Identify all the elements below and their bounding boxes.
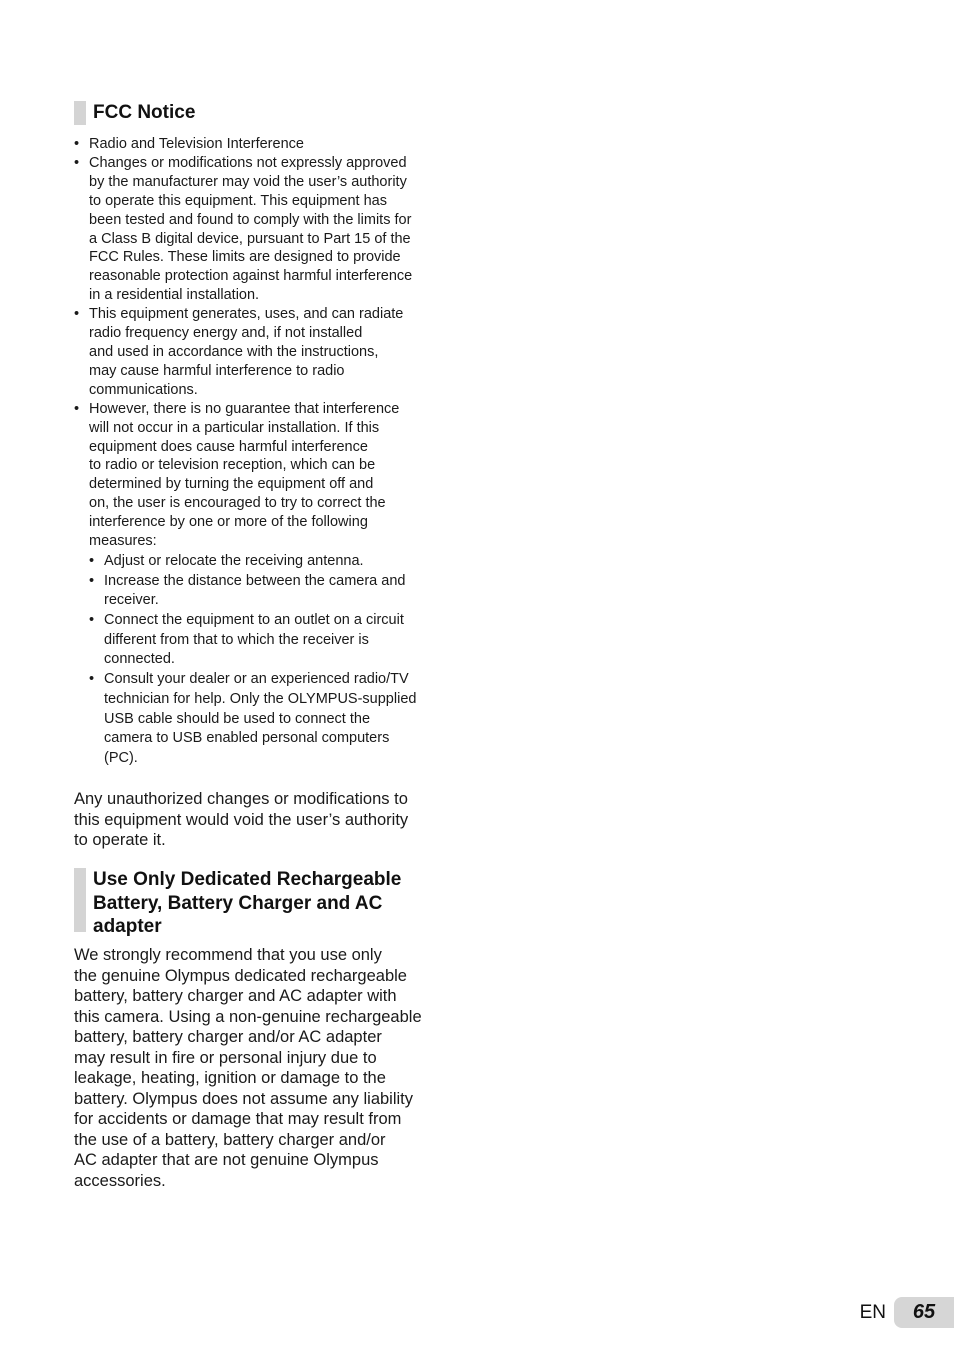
fcc-notice-heading	[74, 101, 195, 125]
page-footer	[860, 1297, 954, 1328]
fcc-measures-list	[89, 552, 454, 769]
fcc-measure-item: • Adjust or relocate the receiving antenna.	[89, 552, 454, 572]
fcc-bullet-item: • However, there is no guarantee that interference will not occur in a particular installation. If this equipment does cause harmful interference to radio or television reception, which can be determined by turning the equipment off and on, the user is encouraged to try to correct the interference by one or more of the following measures: • Adjust or relocate the receiving antenna. • Increase the distance between the camera and receiver. • Connect the equipment to an outlet on a circuit different from that to which the receiver is connected. • Consult your dealer or an experienced radio/TV technician for help. Only the OLYMPUS-supplied USB cable should be used to connect the camera to USB enabled personal computers (PC).	[74, 400, 454, 769]
battery-heading-text: Use Only Dedicated Rechargeable Battery, Battery Charger and AC adapter	[93, 869, 402, 937]
fcc-notice-heading-text: FCC Notice	[93, 102, 196, 123]
fcc-bullet-item: • This equipment generates, uses, and can radiate radio frequency energy and, if not installed and used in accordance with the instructions, may cause harmful interference to radio communications.	[74, 305, 454, 400]
language-label: EN	[859, 1301, 886, 1323]
fcc-bullet-item: • Changes or modifications not expressly approved by the manufacturer may void the user’s authority to operate this equipment. This equipment has been tested and found to comply with the limits for a Class B digital device, pursuant to Part 15 of the FCC Rules. These limits are designed to provide reasonable protection against harmful interference in a residential installation.	[74, 154, 454, 305]
fcc-measure-item: • Increase the distance between the camera and receiver.	[89, 572, 454, 611]
fcc-closing-paragraph: Any unauthorized changes or modifications to this equipment would void the user’s authority to operate it.	[74, 790, 409, 849]
fcc-bullet-list	[74, 135, 454, 769]
fcc-measure-item: • Connect the equipment to an outlet on a circuit different from that to which the receiver is connected.	[89, 611, 454, 670]
page-number: 65	[894, 1297, 954, 1328]
fcc-measure-item: • Consult your dealer or an experienced radio/TV technician for help. Only the OLYMPUS-supplied USB cable should be used to connect the camera to USB enabled personal computers (PC).	[89, 670, 454, 769]
fcc-bullet-item: • Radio and Television Interference	[74, 135, 454, 154]
battery-paragraph: We strongly recommend that you use only the genuine Olympus dedicated rechargeable battery, battery charger and AC adapter with this camera. Using a non-genuine rechargeable battery, battery charger and/or AC adapter may result in fire or personal injury due to leakage, heating, ignition or damage to the battery. Olympus does not assume any liability for accidents or damage that may result from the use of a battery, battery charger and/or AC adapter that are not genuine Olympus accessories.	[74, 946, 422, 1190]
battery-heading	[74, 868, 454, 939]
heading-marker-bar	[74, 868, 86, 932]
heading-marker-bar	[74, 101, 86, 125]
